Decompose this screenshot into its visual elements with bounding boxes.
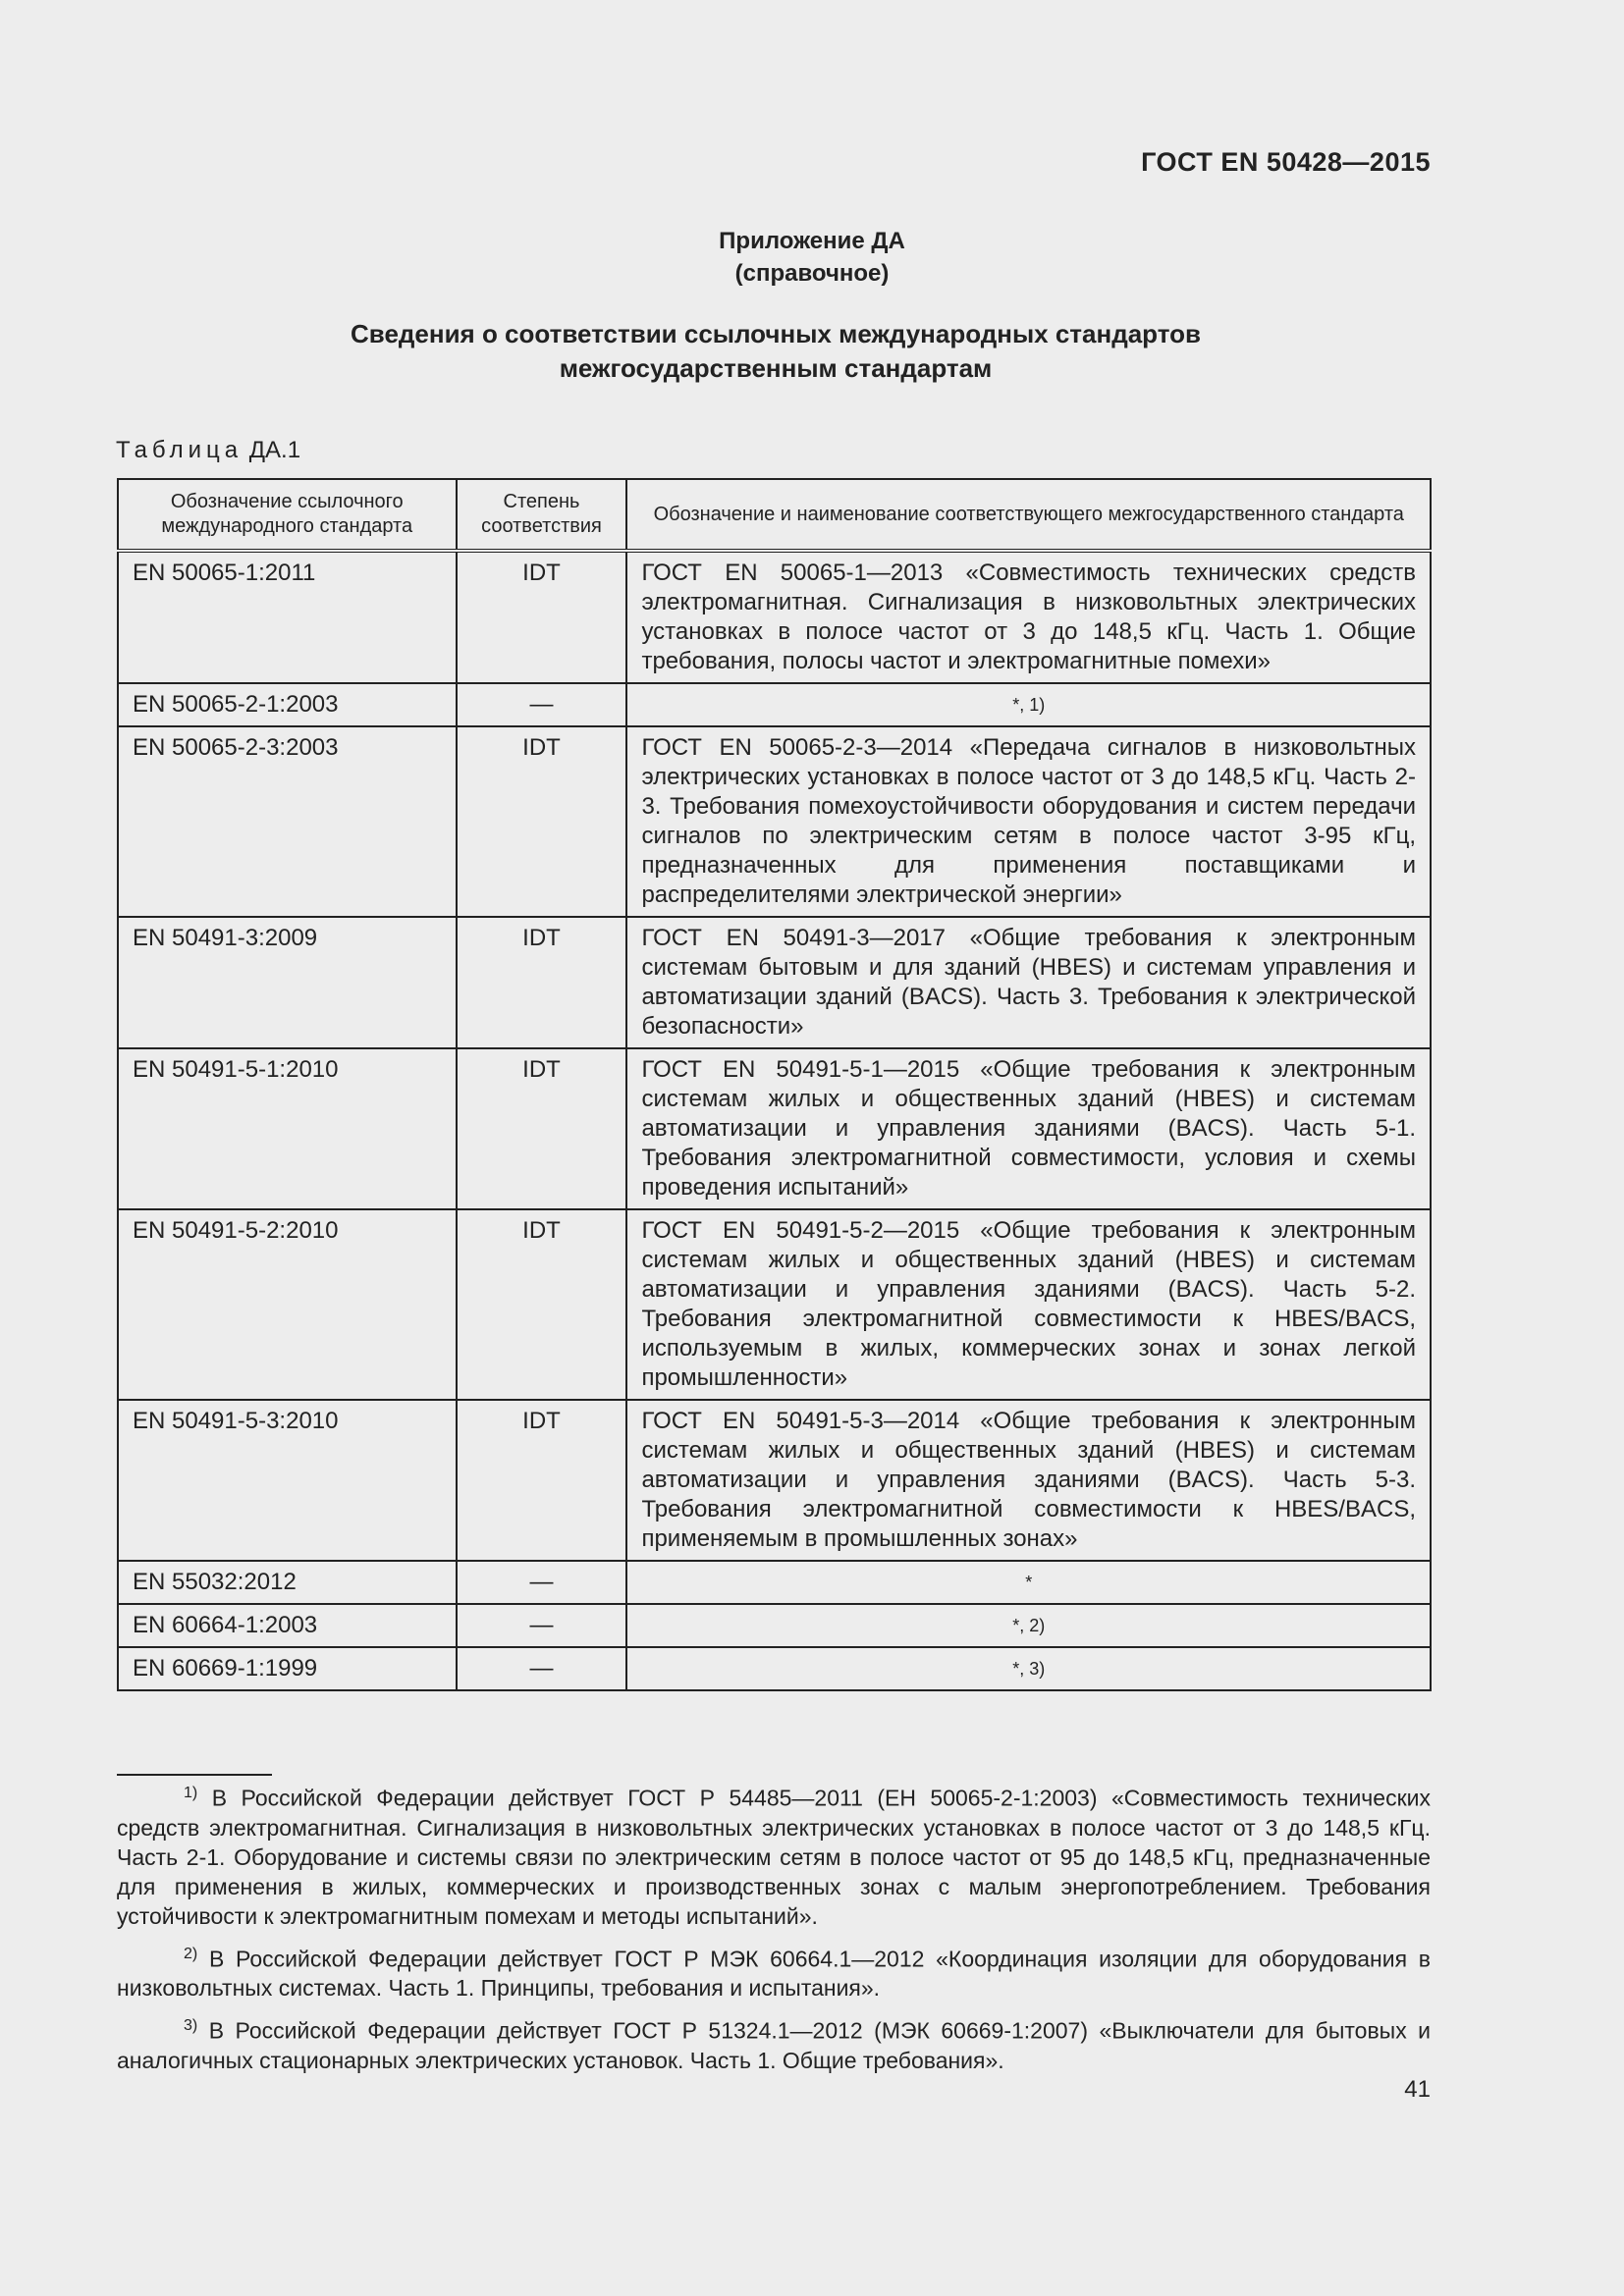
footnote-text: В Российской Федерации действует ГОСТ Р МЭК 60664.1—2012 «Координация изоляции для оборудования в низковольтных системах. Часть 1. Принципы, требования и испытания».	[117, 1946, 1431, 2002]
cell-degree: —	[457, 1561, 627, 1604]
table-header-row	[118, 479, 1431, 551]
standard-code: ГОСТ EN 50428—2015	[1141, 147, 1431, 177]
cell-degree: —	[457, 683, 627, 726]
table-row	[118, 1209, 1431, 1400]
footnote-mark: 3)	[184, 2017, 198, 2035]
cell-ref-standard: EN 60664-1:2003	[118, 1604, 457, 1647]
cell-ref-standard: EN 50065-1:2011	[118, 551, 457, 683]
table-caption-id: ДА.1	[248, 437, 301, 463]
cell-ref-standard: EN 50491-3:2009	[118, 917, 457, 1048]
table-row	[118, 551, 1431, 683]
header-ref-standard: Обозначение ссылочного международного стандарта	[118, 479, 457, 551]
cell-ref-standard: EN 50491-5-3:2010	[118, 1400, 457, 1561]
table-body	[118, 551, 1431, 1690]
header-interstate-standard: Обозначение и наименование соответствующего межгосударственного стандарта	[626, 479, 1431, 551]
footnote	[117, 1779, 1431, 1931]
footnote-separator	[117, 1774, 272, 1776]
footnote-mark: 1)	[184, 1785, 198, 1801]
table-caption-word: Таблица	[116, 437, 244, 463]
appendix-title: Приложение ДА	[719, 228, 905, 254]
cell-ref-standard: EN 50491-5-2:2010	[118, 1209, 457, 1400]
cell-degree: —	[457, 1647, 627, 1690]
cell-interstate-standard: ГОСТ EN 50491-5-3—2014 «Общие требования к электронным системам жилых и общественных зданий (HBES) и системам автоматизации и управления зданиями (BACS). Часть 5-3. Требования электромагнитной совместимости к HBES/BACS, применяемым в промышленных зонах»	[626, 1400, 1431, 1561]
table-caption	[116, 437, 300, 464]
cell-interstate-standard: ГОСТ EN 50065-1—2013 «Совместимость технических средств электромагнитная. Сигнализация в низковольтных электрических установках в полосе частот от 3 до 148,5 кГц. Часть 1. Общие требования, полосы частот и электромагнитные помехи»	[626, 551, 1431, 683]
cell-degree: —	[457, 1604, 627, 1647]
footnotes	[117, 1779, 1431, 2084]
header-degree: Степень соответствия	[457, 479, 627, 551]
table-row	[118, 1048, 1431, 1209]
appendix-subtitle: (справочное)	[734, 260, 890, 287]
table-row	[118, 1604, 1431, 1647]
document-title-line2: межгосударственным стандартам	[559, 353, 993, 383]
document-title-line1: Сведения о соответствии ссылочных международных стандартов	[351, 319, 1201, 348]
cell-interstate-standard: ГОСТ EN 50491-5-2—2015 «Общие требования к электронным системам жилых и общественных зданий (HBES) и системам автоматизации и управления зданиями (BACS). Часть 5-2. Требования электромагнитной совместимости к HBES/BACS, используемым в жилых, коммерческих зонах и зонах легкой промышленности»	[626, 1209, 1431, 1400]
page-number: 41	[1404, 2076, 1431, 2103]
cell-interstate-standard: ГОСТ EN 50065-2-3—2014 «Передача сигналов в низковольтных электрических установках в полосе частот от 3 до 148,5 кГц. Часть 2-3. Требования помехоустойчивости оборудования и систем передачи сигналов по электрическим сетям в полосе частот 3-95 кГц, предназначенных для применения поставщиками и распределителями электрической энергии»	[626, 726, 1431, 917]
document-title	[0, 317, 1551, 386]
table-row	[118, 1400, 1431, 1561]
table-row	[118, 726, 1431, 917]
cell-degree: IDT	[457, 551, 627, 683]
cell-ref-standard: EN 60669-1:1999	[118, 1647, 457, 1690]
footnote	[117, 1940, 1431, 2003]
cell-degree: IDT	[457, 1209, 627, 1400]
cell-no-equivalent-mark: *, 3)	[626, 1647, 1431, 1690]
table-row	[118, 1561, 1431, 1604]
footnote-text: В Российской Федерации действует ГОСТ Р 54485—2011 (ЕН 50065-2-1:2003) «Совместимость технических средств электромагнитная. Сигнализация в низковольтных электрических установках в полосе частот от 3 до 148,5 кГц. Часть 2-1. Оборудование и системы связи по электрическим сетям в полосе частот от 95 до 148,5 кГц, предназначенные для применения в жилых, коммерческих и производственных зонах с малым энергопотреблением. Требования устойчивости к электромагнитным помехам и методы испытаний».	[117, 1785, 1431, 1929]
cell-interstate-standard: ГОСТ EN 50491-5-1—2015 «Общие требования к электронным системам жилых и общественных зданий (HBES) и системам автоматизации и управления зданиями (BACS). Часть 5-1. Требования электромагнитной совместимости, условия и схемы проведения испытаний»	[626, 1048, 1431, 1209]
cell-no-equivalent-mark: *, 1)	[626, 683, 1431, 726]
reference-standards-table	[117, 478, 1432, 1691]
table-row	[118, 1647, 1431, 1690]
cell-ref-standard: EN 55032:2012	[118, 1561, 457, 1604]
cell-no-equivalent-mark: *, 2)	[626, 1604, 1431, 1647]
cell-degree: IDT	[457, 1048, 627, 1209]
table-row	[118, 683, 1431, 726]
cell-ref-standard: EN 50065-2-1:2003	[118, 683, 457, 726]
cell-ref-standard: EN 50065-2-3:2003	[118, 726, 457, 917]
cell-ref-standard: EN 50491-5-1:2010	[118, 1048, 457, 1209]
footnote-mark: 2)	[184, 1945, 198, 1962]
cell-no-equivalent-mark: *	[626, 1561, 1431, 1604]
cell-degree: IDT	[457, 917, 627, 1048]
footnote-text: В Российской Федерации действует ГОСТ Р 51324.1—2012 (МЭК 60669-1:2007) «Выключатели для бытовых и аналогичных стационарных электрических установок. Часть 1. Общие требования».	[117, 2017, 1432, 2073]
cell-interstate-standard: ГОСТ EN 50491-3—2017 «Общие требования к электронным системам бытовым и для зданий (HBES) и системам управления и автоматизации зданий (BACS). Часть 3. Требования к электрической безопасности»	[626, 917, 1431, 1048]
cell-degree: IDT	[457, 1400, 627, 1561]
appendix-heading	[0, 225, 1624, 290]
cell-degree: IDT	[457, 726, 627, 917]
table-row	[118, 917, 1431, 1048]
footnote	[117, 2011, 1431, 2075]
